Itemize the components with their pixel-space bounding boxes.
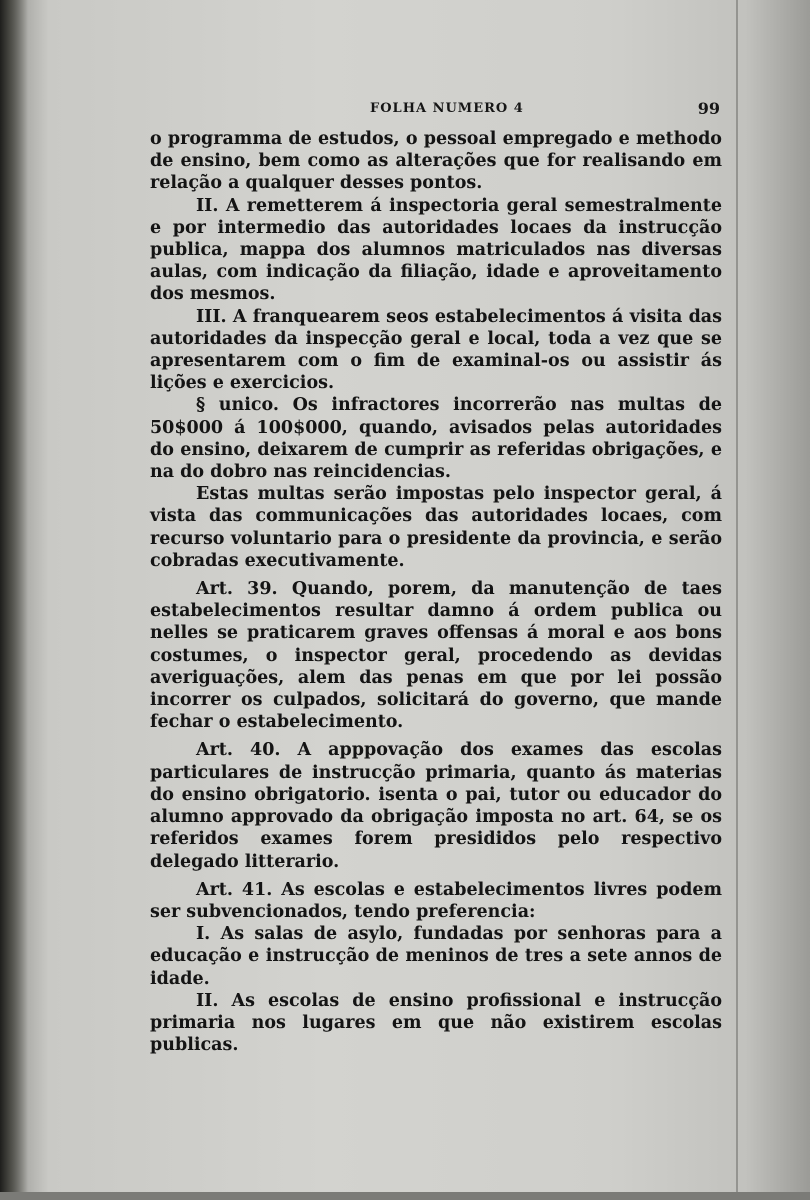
paragraph-art-41: Art. 41. As escolas e estabelecimentos livres podem ser subvencionados, tendo preferencia: (150, 879, 722, 922)
paragraph-art-41-item-ii: II. As escolas de ensino profissional e instrucção primaria nos lugares em que não existirem escolas publicas. (150, 990, 722, 1056)
paragraph-art-40: Art. 40. A apppovação dos exames das escolas particulares de instrucção primaria, quanto ás materias do ensino obrigatorio. isenta o pai, tutor ou educador do alumno approvado da obrigação imposta no art. 64, se os referidos exames forem presididos pelo respectivo delegado litterario. (150, 740, 722, 872)
paragraph-art-41-item-i: I. As salas de asylo, fundadas por senhoras para a educação e instrucção de meninos de tres a sete annos de idade. (150, 924, 722, 989)
page-number: 99 (697, 99, 720, 118)
paragraph-item-ii: II. A remetterem á inspectoria geral semestralmente e por intermedio das autoridades locaes da instrucção publica, mappa dos alumnos matriculados nas diversas aulas, com indicação da filiação, idade e aproveitamento dos mesmos. (150, 195, 722, 305)
page-gutter-shadow (0, 0, 28, 1200)
paragraph-section-unico: § unico. Os infractores incorrerão nas multas de 50$000 á 100$000, quando, avisados pelas autoridades do ensino, deixarem de cumprir as referidas obrigações, e na do dobro nas reincidencias. (150, 395, 722, 483)
page-bottom-edge (0, 1192, 810, 1200)
running-head: FOLHA NUMERO 4 (370, 101, 524, 116)
paragraph-item-iii: III. A franquearem seos estabelecimentos á visita das autoridades da inspecção geral e local, toda a vez que se apresentarem com o fim de examinal-os ou assistir ás lições e exercicios. (150, 306, 722, 394)
paragraph-art-39: Art. 39. Quando, porem, da manutenção de taes estabelecimentos resultar damno á ordem publica ou nelles se praticarem graves offensas á moral e aos bons costumes, o inspector geral, procedendo as devidas averiguações, alem das penas em que por lei possão incorrer os culpados, solicitará do governo, que mande fechar o estabelecimento. (150, 579, 722, 733)
page-fold-line (736, 0, 738, 1200)
page-header (150, 101, 720, 125)
paragraph-continuation: o programma de estudos, o pessoal empregado e methodo de ensino, bem como as alterações que for realisando em relação a qualquer desses pontos. (150, 129, 722, 194)
paragraph-multas: Estas multas serão impostas pelo inspector geral, á vista das communicações das autoridades locaes, com recurso voluntario para o presidente da provincia, e serão cobradas executivamente. (150, 484, 722, 571)
body-text (150, 128, 722, 1056)
